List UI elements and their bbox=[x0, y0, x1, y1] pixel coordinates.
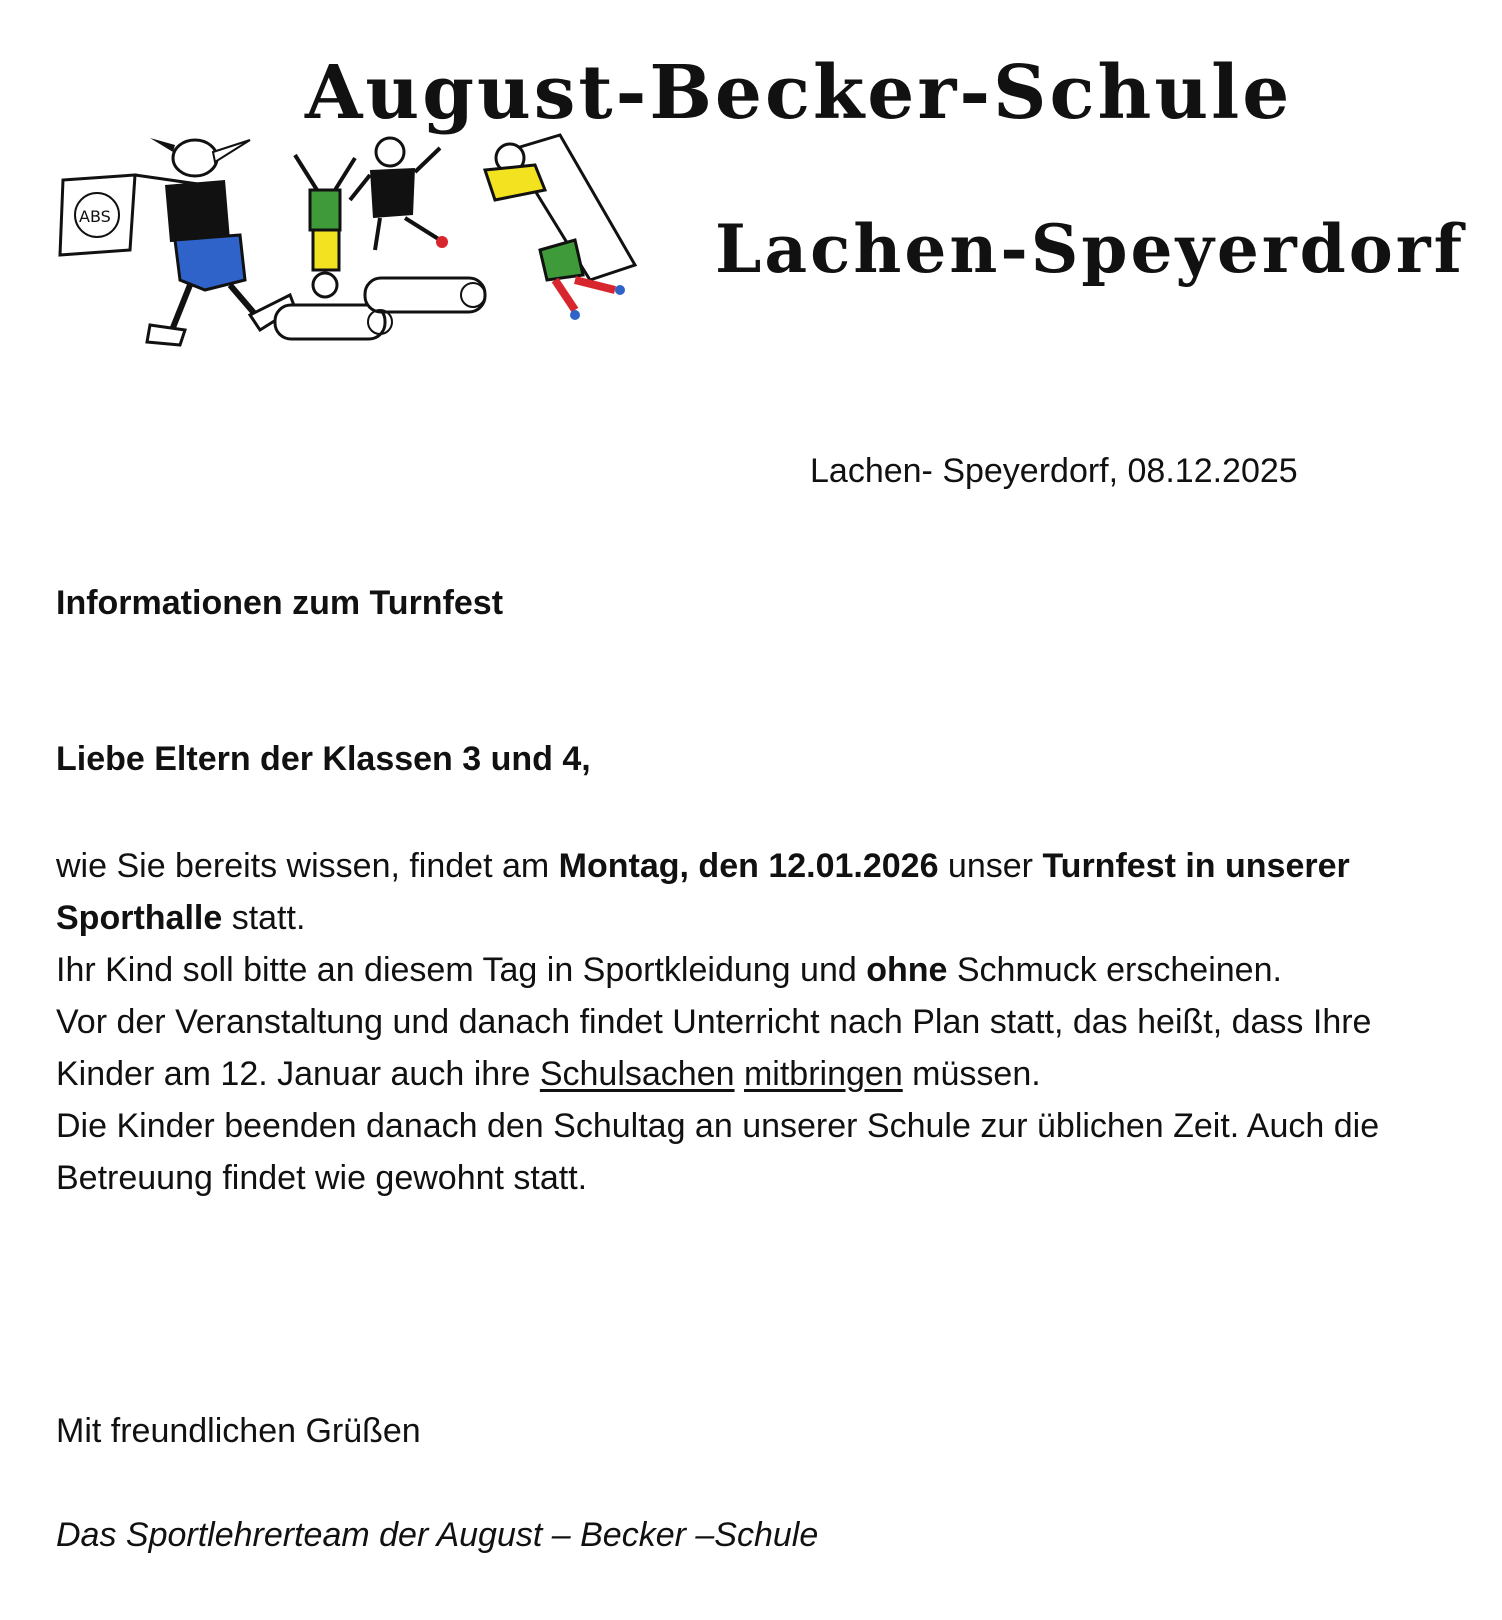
body-paragraph-3 bbox=[56, 996, 1396, 1100]
body-paragraph-2 bbox=[56, 944, 1396, 996]
school-town: Lachen-Speyerdorf bbox=[715, 210, 1465, 288]
event-location: Turnfest in unserer Sporthalle bbox=[56, 847, 1350, 937]
handstand-figure-icon bbox=[295, 155, 355, 297]
letter-subject: Informationen zum Turnfest bbox=[56, 584, 504, 622]
letter-salutation: Liebe Eltern der Klassen 3 und 4, bbox=[56, 740, 591, 778]
body-paragraph-1 bbox=[56, 840, 1396, 944]
letter-dateline: Lachen- Speyerdorf, 08.12.2025 bbox=[810, 452, 1298, 490]
text-run: müssen. bbox=[902, 1055, 1041, 1093]
school-logo-illustration bbox=[55, 130, 665, 380]
climbing-figures-icon bbox=[485, 135, 635, 320]
underlined-schulsachen: Schulsachen bbox=[539, 1055, 735, 1093]
gym-mats-icon bbox=[275, 278, 485, 339]
flag-label: ABS bbox=[79, 207, 111, 226]
letter-closing: Mit freundlichen Grüßen bbox=[56, 1412, 421, 1450]
letter-signature: Das Sportlehrerteam der August – Becker –Schule bbox=[56, 1516, 819, 1554]
event-date: Montag, den 12.01.2026 bbox=[558, 847, 939, 885]
underlined-mitbringen: mitbringen bbox=[743, 1055, 903, 1093]
text-run: Ihr Kind soll bitte an diesem Tag in Sportkleidung und bbox=[56, 951, 867, 989]
text-run: unser bbox=[938, 847, 1043, 885]
text-run bbox=[735, 1055, 744, 1093]
letterhead bbox=[55, 40, 1465, 370]
text-run: Schmuck erscheinen. bbox=[947, 951, 1282, 989]
text-run: statt. bbox=[222, 899, 306, 937]
jumping-figure-icon bbox=[350, 138, 448, 250]
emphasis-ohne: ohne bbox=[866, 951, 948, 989]
runner-figure-icon bbox=[147, 138, 295, 345]
school-name: August-Becker-Schule bbox=[305, 50, 1293, 136]
text-run: Vor der Veranstaltung und danach findet Unterricht nach Plan statt, das heißt, dass Ihre Kinder am 12. Januar auch ihre bbox=[56, 1003, 1372, 1093]
text-run: wie Sie bereits wissen, findet am bbox=[56, 847, 559, 885]
letter-body bbox=[56, 840, 1396, 1204]
body-paragraph-4: Die Kinder beenden danach den Schultag an unserer Schule zur üblichen Zeit. Auch die Betreuung findet wie gewohnt statt. bbox=[56, 1107, 1380, 1197]
